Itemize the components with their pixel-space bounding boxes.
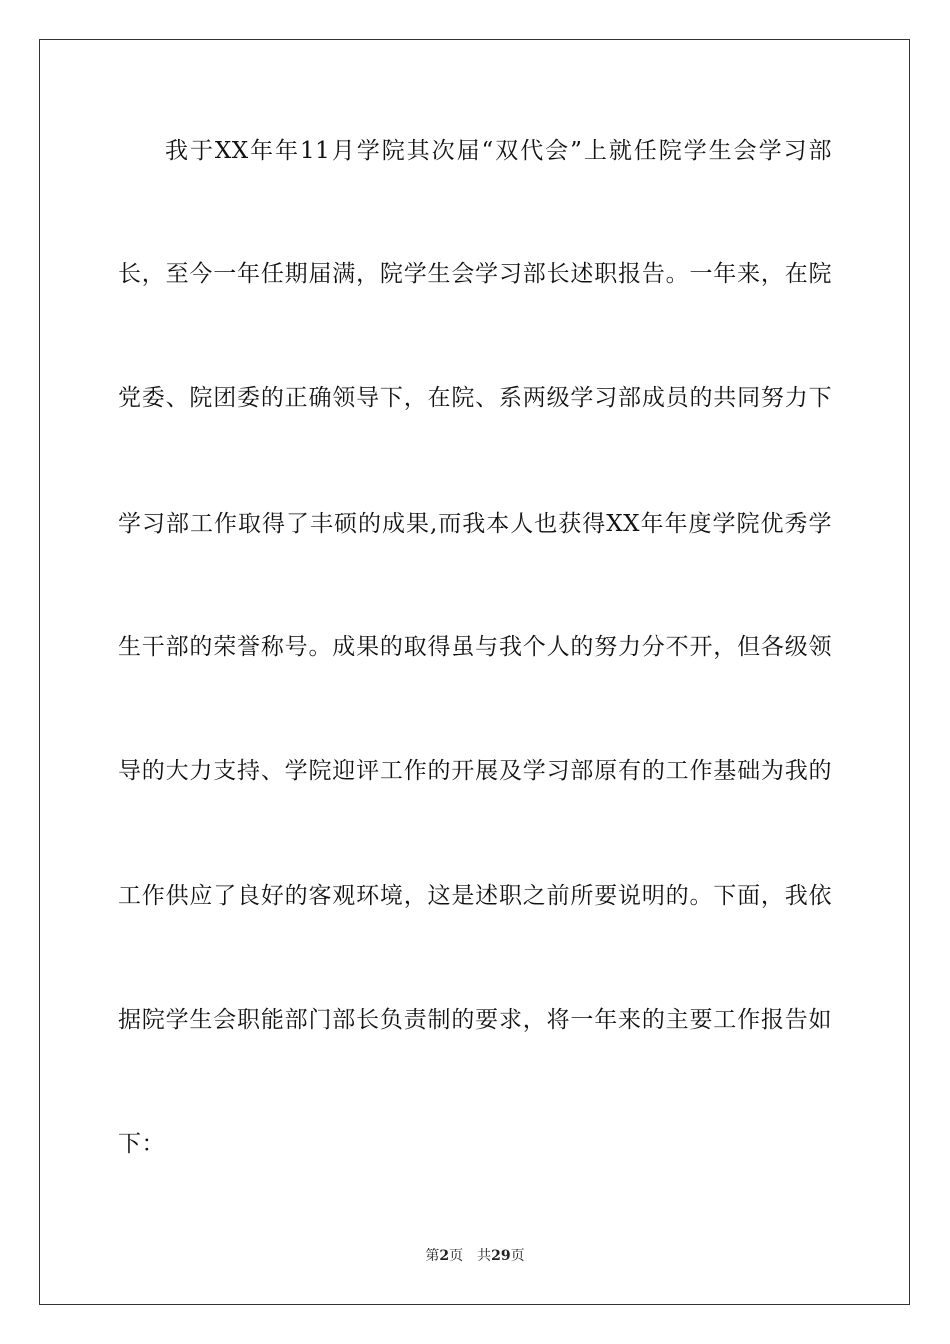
page-number-suffix: 页 [449, 1248, 464, 1264]
paragraph-line-9: 下： [118, 1131, 165, 1157]
page-number-current: 2 [439, 1248, 450, 1264]
page-number-prefix: 第 [425, 1248, 440, 1264]
paragraph-line-5: 生干部的荣誉称号。成果的取得虽与我个人的努力分不开，但各级领 [118, 634, 832, 660]
page-footer [0, 1246, 950, 1266]
page-border [39, 39, 910, 1305]
paragraph-line-8: 据院学生会职能部门部长负责制的要求，将一年来的主要工作报告如 [118, 1007, 832, 1033]
page-total-prefix: 共 [477, 1248, 492, 1264]
paragraph-line-3: 党委、院团委的正确领导下，在院、系两级学习部成员的共同努力下 [118, 385, 832, 411]
page-total-suffix: 页 [510, 1248, 525, 1264]
paragraph-line-6: 导的大力支持、学院迎评工作的开展及学习部原有的工作基础为我的 [118, 758, 832, 784]
paragraph-line-7: 工作供应了良好的客观环境，这是述职之前所要说明的。下面，我依 [118, 883, 832, 909]
paragraph-line-4: 学习部工作取得了丰硕的成果,而我本人也获得XX年年度学院优秀学 [118, 511, 832, 537]
paragraph-line-1: 我于XX年年11月学院其次届“双代会”上就任院学生会学习部 [165, 138, 832, 164]
page-total-count: 29 [491, 1248, 511, 1264]
paragraph-line-2: 长，至今一年任期届满，院学生会学习部长述职报告。一年来，在院 [118, 261, 832, 287]
